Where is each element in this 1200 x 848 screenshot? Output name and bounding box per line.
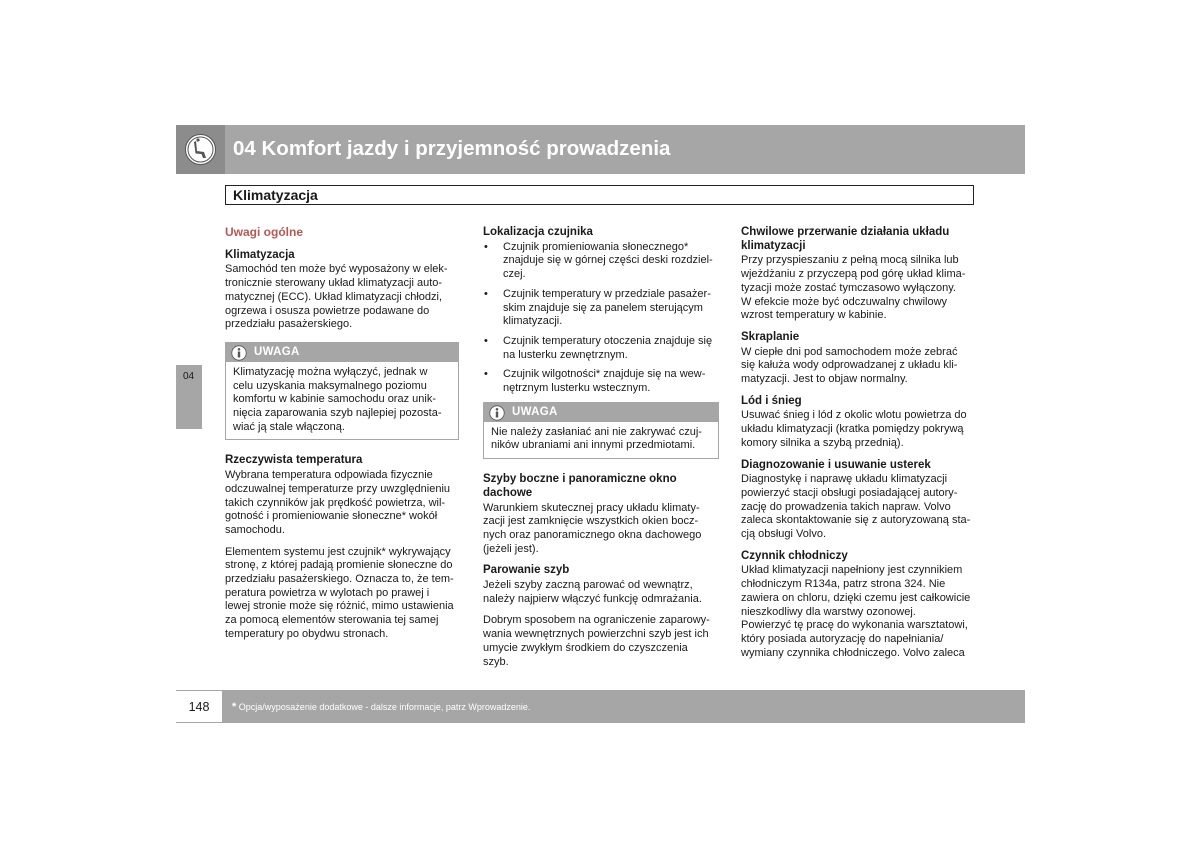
paragraph-side-windows: Warunkiem skutecznej pracy układu klimaty- zacji jest zamknięcie wszystkich okien bocz- nych oraz panoramicznego okna dachowego (jeżeli jest). [483,501,702,555]
warning-header [226,343,458,362]
paragraph-ecc: Samochód ten może być wyposażony w elek- tronicznie sterowany układ klimatyzacji auto- matycznej (ECC). Układ klimatyzacji chłodzi, ogrzewa i osusza powietrze podawane do przedziału pasażerskiego. [225,263,448,331]
paragraph-real-temp: Wybrana temperatura odpowiada fizycznie odczuwalnej temperaturze przy uwzględnieniu takich czynników jak prędkość powietrza, wil- gotność i promieniowanie słoneczne* wokół samochodu. [225,469,451,536]
warning-label: UWAGA [512,405,558,418]
subheading-sensor-location: Lokalizacja czujnika [483,226,593,238]
section-title: Klimatyzacja [233,187,318,203]
info-icon [231,345,247,361]
warning-box [483,402,719,459]
paragraph-refrigerant: Układ klimatyzacji napełniony jest czynnikiem chłodniczym R134a, patrz strona 324. Nie zawiera on chloru, dzięki czemu jest całkowicie nieszkodliwy dla warstwy ozonowej. Powierzyć tę pracę do wykonania warsztatowi, który posiada autoryzację do napełniania/ wymiany czynnika chłodniczego. Volvo zaleca [741,564,971,659]
paragraph-cleaning: Dobrym sposobem na ograniczenie zaparowy- wania wewnętrznych powierzchni szyb jest ich umycie zwykłym środkiem do czyszczenia szyb. [483,614,710,668]
paragraph-sun-sensor: Elementem systemu jest czujnik* wykrywający stronę, z której padają promienie słoneczne do przedziału pasażerskiego. Oznacza to, że tem- peratura powietrza w wylotach po prawej i lewej stronie może się różnić, mimo ustawienia za pomocą elementów sterowania tej samej temperatury po obydwu stronach. [225,545,454,640]
sensor-list [483,241,719,396]
chapter-header [176,125,1025,174]
subheading-interruption: Chwilowe przerwanie działania układu klimatyzacji [741,226,950,252]
warning-text: Nie należy zasłaniać ani nie zakrywać czuj- ników ubraniami ani innymi przedmiotami. [491,425,702,452]
chapter-icon-box [176,125,225,174]
section-title-box [225,185,974,205]
paragraph-fogging: Jeżeli szyby zaczną parować od wewnątrz, należy najpierw włączyć funkcję odmrażania. [483,579,702,605]
subheading-side-windows: Szyby boczne i panoramiczne okno dachowe [483,473,677,499]
subheading-real-temp: Rzeczywista temperatura [225,454,363,467]
column-1 [225,226,459,650]
paragraph-interruption: Przy przyspieszaniu z pełną mocą silnika lub wjeżdżaniu z przyczepą pod górę układ klima- tyzacji może zostać tymczasowo wyłączony. W efekcie może być odczuwalny chwilowy wzrost temperatury w kabinie. [741,254,966,322]
paragraph-ice-snow: Usuwać śnieg i lód z okolic wlotu powietrza do układu klimatyzacji (kratka pomiędzy pokrywą komory silnika a szybą przednią). [741,409,967,449]
page-footer [176,690,1025,723]
subheading-diagnostics: Diagnozowanie i usuwanie usterek [741,458,931,471]
chapter-tab-label: 04 [183,371,195,382]
info-icon [489,405,505,421]
page-number: 148 [176,690,222,723]
seat-icon [184,133,217,166]
warning-label: UWAGA [254,345,300,358]
footnote-star: * [232,701,237,713]
heading-general-notes: Uwagi ogólne [225,225,303,239]
column-3 [741,226,977,668]
chapter-side-tab [176,365,202,429]
footnote-text: Opcja/wyposażenie dodatkowe - dalsze informacje, patrz Wprowadzenie. [236,702,531,712]
list-item: • Czujnik wilgotności* znajduje się na wew- nętrznym lusterku wstecznym. [484,368,706,395]
footnote [232,701,530,713]
subheading-condensation: Skraplanie [741,330,800,343]
subheading-ice-snow: Lód i śnieg [741,394,802,407]
list-item: • Czujnik promieniowania słonecznego* znajduje się w górnej części deski rozdziel- czej. [484,240,713,281]
subheading-fogging: Parowanie szyb [483,564,570,577]
column-2 [483,226,719,677]
warning-text: Klimatyzację można wyłączyć, jednak w celu uzyskania maksymalnego poziomu komfortu w kabinie samochodu oraz unik- nięcia zaparowania szyb najlepiej pozosta- wiać ją stale włączoną. [233,365,442,433]
list-item: • Czujnik temperatury otoczenia znajduje się na lusterku zewnętrznym. [484,334,713,361]
warning-header [484,403,718,422]
warning-box [225,342,459,441]
subheading-climate: Klimatyzacja [225,248,295,261]
list-item: • Czujnik temperatury w przedziale pasażer- skim znajduje się za panelem sterującym klimatyzacji. [484,287,711,328]
paragraph-condensation: W ciepłe dni pod samochodem może zebrać się kałuża wody odprowadzanej z układu kli- matyzacji. Jest to objaw normalny. [741,345,958,386]
chapter-title: 04 Komfort jazdy i przyjemność prowadzenia [233,137,671,160]
paragraph-diagnostics: Diagnostykę i naprawę układu klimatyzacji powierzyć stacji obsługi posiadającej autory- zację do prowadzenia takich napraw. Volvo zaleca skontaktowanie się z autoryzowaną sta- cją obsługi Volvo. [741,473,971,541]
subheading-refrigerant: Czynnik chłodniczy [741,549,848,562]
